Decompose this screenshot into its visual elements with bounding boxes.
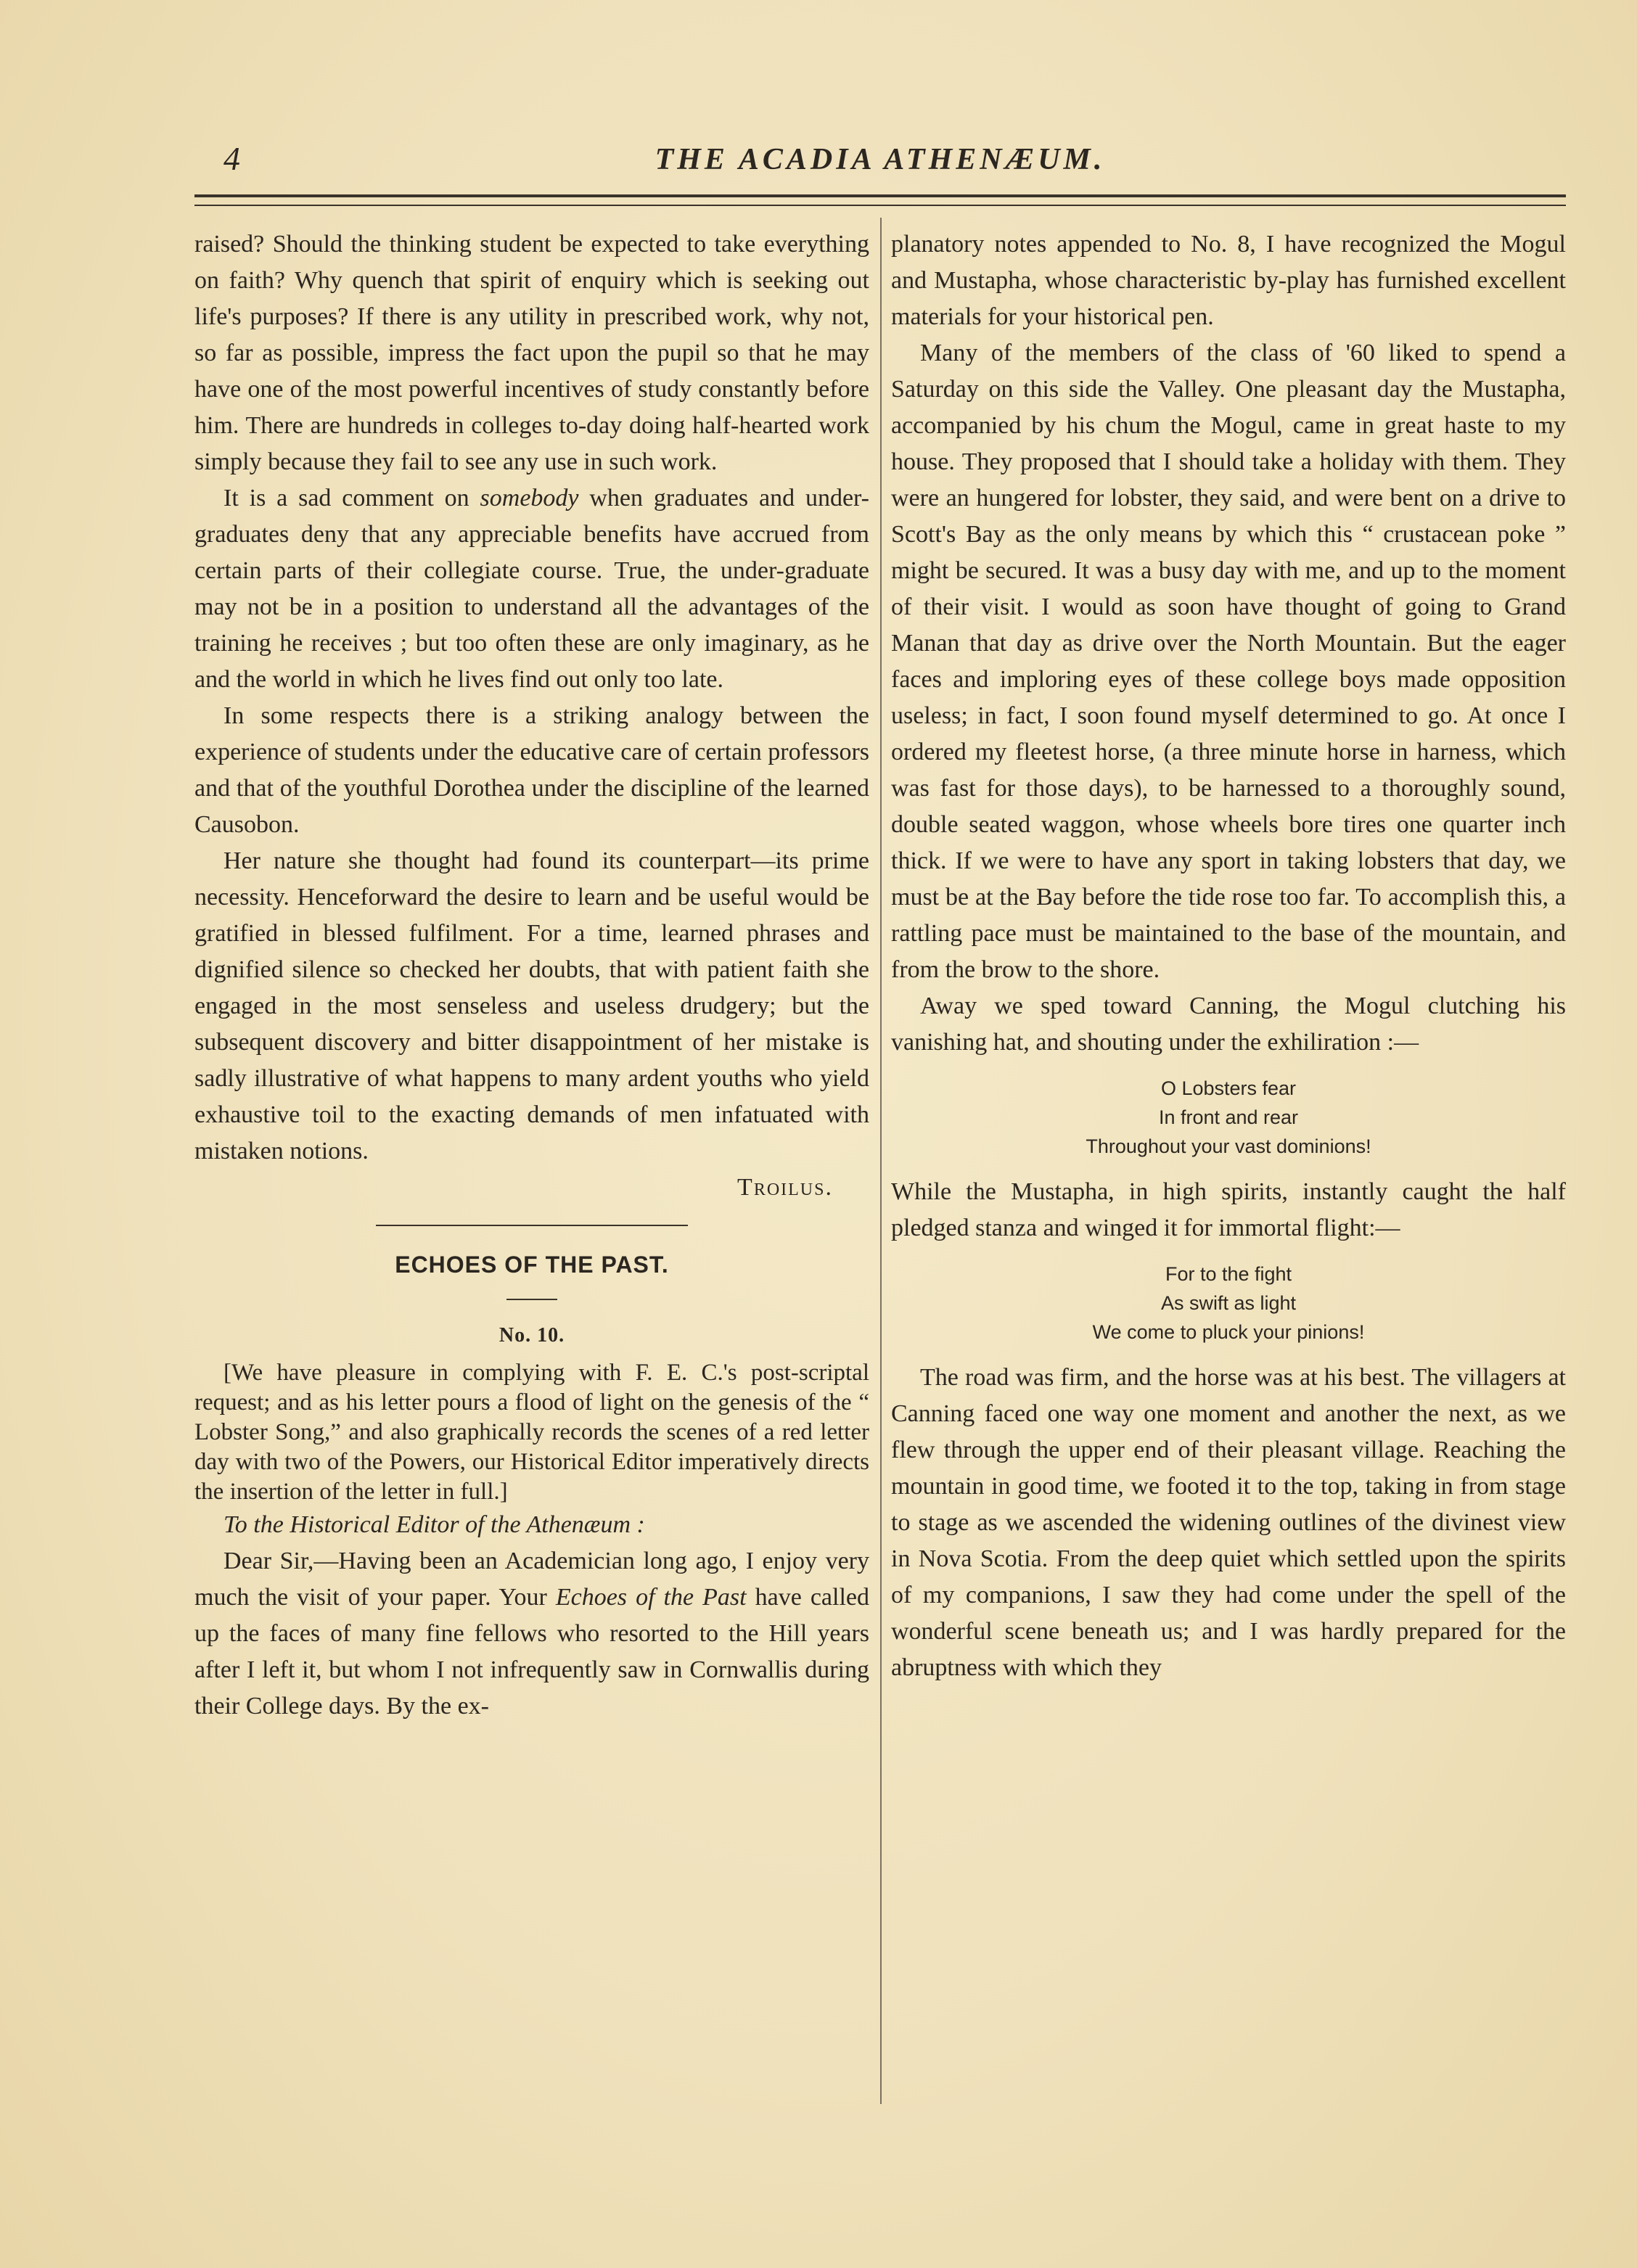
paragraph: Away we sped toward Canning, the Mogul clutching his vanishing hat, and shouting under the exhiliration :— (891, 993, 1566, 1056)
running-title: THE ACADIA ATHENÆUM. (655, 143, 1106, 176)
verse-line: O Lobsters fear (1160, 1077, 1297, 1099)
text-run: It is a sad comment on (223, 485, 480, 511)
editor-note: [We have pleasure in complying with F. E. C.'s post-scriptal request; and as his letter pours a flood of light on the genesis of the “ Lobster Song,” and also graphically records the scenes of a red letter day with two of the Powers, our Historical Editor imperatively directs the insertion of the letter in full.] (194, 1360, 869, 1505)
paragraph: Her nature she thought had found its counterpart—its prime necessity. Henceforward the desire to learn and be useful would be gratified in blessed fulfilment. For a time, learned phrases and dignified silence so checked her doubts, that with patient faith she engaged in the most senseless and useless drudgery; but the subsequent discovery and bitter disappointment of her mistake is sadly illustrative of what happens to many ardent youths who yield exhaustive toil to the exacting demands of men infatuated with mistaken notions. (194, 847, 869, 1164)
paragraph: While the Mustapha, in high spirits, instantly caught the half pledged stanza and winged it for immortal flight:— (891, 1178, 1566, 1241)
paragraph (194, 480, 869, 698)
emphasis: somebody (480, 485, 579, 511)
title-rule (506, 1299, 557, 1300)
verse-line: We come to pluck your pinions! (1092, 1321, 1365, 1343)
text-run: when graduates and under-graduates deny that any appreciable benefits have accrued from certain parts of their collegiate course. True, the under-graduate may not be in a position to understand all the advantages of the training he receives ; but too often these are only imaginary, as he and the world in which he lives find out only too late. (194, 485, 869, 693)
page-number: 4 (223, 140, 240, 177)
emphasis: Echoes of the Past (555, 1584, 747, 1611)
article-separator (376, 1225, 688, 1226)
paragraph: raised? Should the thinking student be expected to take everything on faith? Why quench that spirit of enquiry which is seeking out life's purposes? If there is any utility in prescribed work, why not, so far as possible, impress the fact upon the pupil so that he may have one of the most powerful incentives of study constantly before him. There are hundreds in colleges to-day doing half-hearted work simply because they fail to see any use in such work. (194, 231, 869, 475)
verse-line: In front and rear (1158, 1106, 1299, 1128)
installment-number: No. 10. (499, 1324, 565, 1347)
paragraph (194, 1543, 869, 1725)
verse (891, 1074, 1566, 1161)
page-header (194, 139, 1566, 190)
text-run: have called up the faces of many fine fellows who resorted to the Hill years after I left it, but whom I not infrequently saw in Cornwallis during their College days. By the ex- (194, 1584, 869, 1720)
left-column (194, 226, 869, 1725)
verse-line: For to the fight (1165, 1263, 1292, 1285)
paragraph: planatory notes appended to No. 8, I have recognized the Mogul and Mustapha, whose characteristic by-play has furnished excellent materials for your historical pen. (891, 231, 1566, 330)
paragraph: The road was firm, and the horse was at his best. The villagers at Canning faced one way one moment and another the next, as we flew through the upper end of their pleasant village. Reaching the mountain in good time, we footed it to the top, taking in from stage to stage as we ascended the widening outlines of the divinest view in Nova Scotia. From the deep quiet which settled upon the spirits of my companions, I saw they had come under the spell of the wonderful scene beneath us; and I was hardly prepared for the abruptness with which they (891, 1364, 1566, 1681)
column-divider (880, 218, 882, 2104)
header-rule-thick (194, 194, 1566, 197)
author-signature: Troilus. (737, 1174, 833, 1201)
verse (891, 1260, 1566, 1347)
text-run: Dear Sir,—Having been an Academician long ago, I enjoy very much the visit of your paper. Your (194, 1548, 869, 1611)
verse-line: As swift as light (1160, 1292, 1297, 1314)
header-rule-thin (194, 205, 1566, 206)
verse-line: Throughout your vast dominions! (1086, 1135, 1371, 1157)
paragraph: In some respects there is a striking analogy between the experience of students under the educative care of certain professors and that of the youthful Dorothea under the discipline of the learned Causobon. (194, 702, 869, 838)
letter-address: To the Historical Editor of the Athenæum : (223, 1511, 645, 1538)
paragraph: Many of the members of the class of '60 liked to spend a Saturday on this side the Valley. One pleasant day the Mustapha, accompanied by his chum the Mogul, came in great haste to my house. They proposed that I should take a holiday with them. They were an hungered for lobster, they said, and were bent on a drive to Scott's Bay as the only means by which this “ crustacean poke ” might be secured. It was a busy day with me, and up to the moment of their visit. I would as soon have thought of going to Grand Manan that day as drive over the North Mountain. But the eager faces and imploring eyes of these college boys made opposition useless; in fact, I soon found myself determined to go. At once I ordered my fleetest horse, (a three minute horse in harness, which was fast for those days), to be harnessed to a thoroughly sound, double seated waggon, whose wheels bore tires one quarter inch thick. If we were to have any sport in taking lobsters that day, we must be at the Bay before the tide rose too far. To accomplish this, a rattling pace must be maintained to the base of the mountain, and from the brow to the shore. (891, 340, 1566, 983)
section-title: ECHOES OF THE PAST. (395, 1252, 669, 1278)
right-column (891, 226, 1566, 1686)
